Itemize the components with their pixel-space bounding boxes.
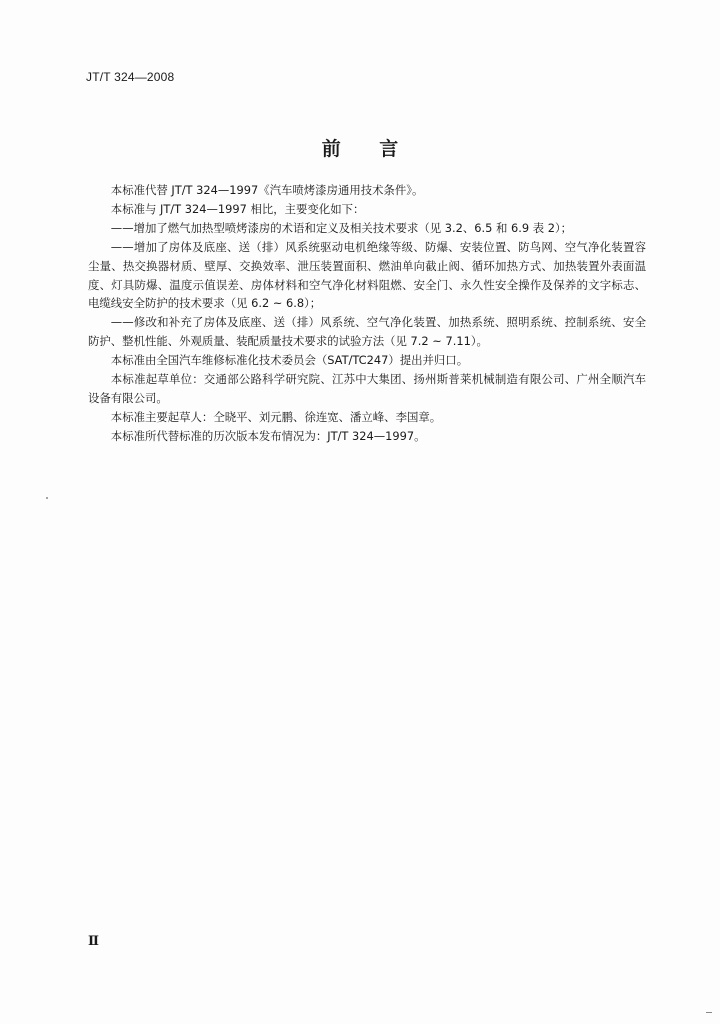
paragraph-changes-intro: 本标准与 JT/T 324—1997 相比，主要变化如下： — [110, 201, 365, 216]
paragraph-drafters: 本标准主要起草人：仝晓平、刘元鹏、徐连宽、潘立峰、李国章。 — [110, 409, 442, 424]
scan-speck — [706, 1012, 712, 1013]
paragraph-replaces: 本标准代替 JT/T 324—1997《汽车喷烤漆房通用技术条件》。 — [110, 183, 424, 197]
paragraph-change-added-requirements: ——增加了房体及底座、送（排）风系统驱动电机绝缘等级、防爆、安装位置、防鸟网、空气净化装置容尘量、热交换器材质、壁厚、交换效率、泄压装置面积、燃油单向截止阀、循环加热方式、加热装置外表面温度、灯具防爆、温度示值误差、房体材料和空气净化材料阻燃、安全门、永久性安全操作及保养的文字标志、电缆线安全防护的技术要求（见 6.2 ~ 6.8）； — [88, 239, 646, 311]
page-title: 前 言 — [321, 138, 399, 160]
paragraph-change-gas-heating: ——增加了燃气加热型喷烤漆房的术语和定义及相关技术要求（见 3.2、6.5 和 6.9 表 2）； — [110, 220, 573, 235]
standard-code-header: JT/T 324—2008 — [86, 70, 175, 84]
paragraph-previous-editions: 本标准所代替标准的历次版本发布情况为：JT/T 324—1997。 — [110, 428, 426, 443]
paragraph-change-test-methods: ——修改和补充了房体及底座、送（排）风系统、空气净化装置、加热系统、照明系统、控制系统、安全防护、整机性能、外观质量、装配质量技术要求的试验方法（见 7.2 ~ 7.11）。 — [88, 315, 646, 349]
paragraph-proposed-by: 本标准由全国汽车维修标准化技术委员会（SAT/TC247）提出并归口。 — [110, 353, 469, 368]
foreword-body — [88, 181, 646, 446]
paragraph-drafting-units: 本标准起草单位：交通部公路科学研究院、江苏中大集团、扬州斯普莱机械制造有限公司、广州全顺汽车设备有限公司。 — [88, 372, 646, 405]
scan-speck — [46, 497, 48, 499]
page-number: Ⅱ — [88, 934, 99, 949]
